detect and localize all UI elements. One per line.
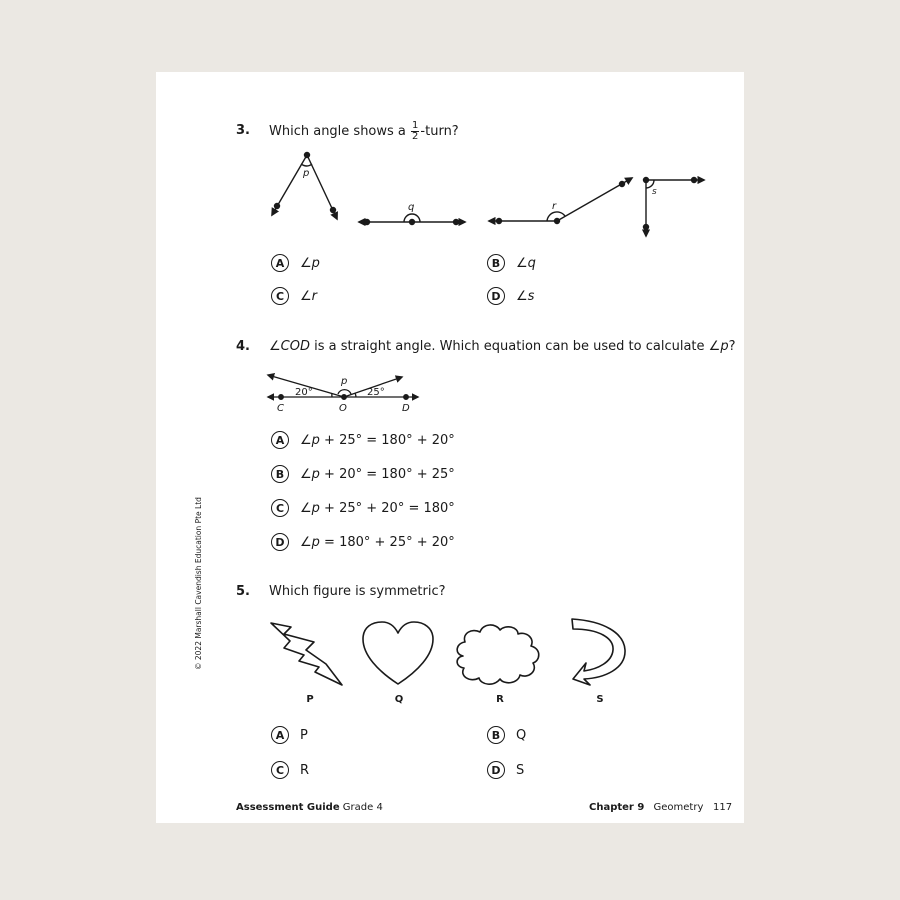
footer-grade: Grade 4 [339, 802, 383, 813]
footer-guide-title: Assessment Guide [236, 802, 340, 813]
option-letter-circle[interactable]: D [487, 761, 505, 779]
option-equation: = 180° + 25° + 20° [319, 534, 455, 550]
option-value: S [516, 762, 525, 778]
angle-label-q: q [408, 202, 415, 213]
question-3-option-a[interactable] [271, 254, 320, 272]
angle-symbol: ∠ [300, 500, 312, 516]
angle-name-cod: COD [280, 339, 310, 354]
option-value: q [527, 255, 536, 271]
question-3-text-before: Which angle shows a [269, 124, 406, 139]
option-value: Q [516, 727, 527, 743]
question-4-text [269, 339, 735, 354]
angle-q-figure [359, 214, 465, 225]
option-value: p [311, 255, 320, 271]
figure-label-q: Q [394, 694, 404, 705]
half-fraction [411, 121, 419, 142]
fraction-numerator: 1 [412, 120, 419, 131]
question-5-option-c[interactable] [271, 761, 309, 779]
option-letter-circle[interactable]: B [271, 465, 289, 483]
option-var: p [311, 500, 320, 516]
heart-shape [363, 622, 433, 684]
option-letter-circle[interactable]: B [487, 726, 505, 744]
figure-label-p: P [306, 694, 314, 705]
question-4-text-body: is a straight angle. Which equation can be used to calculate [309, 339, 709, 354]
option-var: p [311, 466, 320, 482]
option-var: p [311, 432, 320, 448]
point-o-label: O [339, 403, 347, 414]
option-letter-circle[interactable]: B [487, 254, 505, 272]
option-value: r [311, 288, 318, 304]
question-5-option-a[interactable] [271, 726, 308, 744]
footer-chapter [589, 802, 703, 813]
angle-symbol: ∠ [300, 288, 312, 304]
angle-label-r: r [552, 201, 557, 212]
angle-25-label: 25° [367, 387, 385, 398]
figure-label-s: S [596, 694, 604, 705]
question-4-option-c[interactable] [271, 499, 455, 517]
angle-p-label: p [341, 376, 348, 387]
question-4-option-b[interactable] [271, 465, 455, 483]
angle-symbol: ∠ [516, 255, 528, 271]
question-4-option-a[interactable] [271, 431, 455, 449]
point-d-label: D [402, 403, 410, 414]
angle-symbol: ∠ [300, 432, 312, 448]
angle-symbol: ∠ [300, 255, 312, 271]
cloud-shape [457, 625, 539, 684]
option-value: s [527, 288, 535, 304]
question-5-text: Which figure is symmetric? [269, 584, 446, 599]
option-letter-circle[interactable]: D [271, 533, 289, 551]
angle-label-p: p [303, 168, 310, 179]
option-letter-circle[interactable]: D [487, 287, 505, 305]
footer-chapter-number: Chapter 9 [589, 802, 645, 813]
angle-r-figure [489, 178, 632, 224]
curved-arrow-shape [572, 619, 625, 685]
question-3-text-after: -turn? [420, 124, 459, 139]
worksheet-page [156, 72, 744, 823]
question-3-option-b[interactable] [487, 254, 536, 272]
option-value: P [300, 727, 308, 743]
question-5-number: 5. [236, 584, 250, 599]
fraction-denominator: 2 [412, 131, 419, 142]
angle-symbol: ∠ [300, 534, 312, 550]
angle-p-figure [272, 153, 337, 220]
option-letter-circle[interactable]: A [271, 254, 289, 272]
question-4-option-d[interactable] [271, 533, 455, 551]
option-letter-circle[interactable]: C [271, 287, 289, 305]
question-5-option-b[interactable] [487, 726, 526, 744]
lightning-bolt-shape [271, 623, 342, 685]
option-var: p [311, 534, 320, 550]
angle-symbol: ∠ [300, 466, 312, 482]
option-equation: + 20° = 180° + 25° [319, 466, 455, 482]
option-letter-circle[interactable]: C [271, 761, 289, 779]
question-3-text [269, 121, 459, 142]
angle-label-s: s [652, 187, 657, 197]
question-3-number: 3. [236, 123, 250, 138]
option-equation: + 25° + 20° = 180° [319, 500, 455, 516]
footer-guide [236, 802, 383, 813]
footer-topic: Geometry [653, 802, 704, 813]
point-c-label: C [277, 403, 284, 414]
question-3-option-c[interactable] [271, 287, 317, 305]
question-4-number: 4. [236, 339, 250, 354]
copyright-notice: © 2022 Marshall Cavendish Education Pte Ltd [194, 497, 203, 670]
option-letter-circle[interactable]: C [271, 499, 289, 517]
page-number: 117 [713, 802, 733, 813]
question-3-option-d[interactable] [487, 287, 534, 305]
option-equation: + 25° = 180° + 20° [319, 432, 455, 448]
angle-symbol: ∠ [516, 288, 528, 304]
angle-symbol: ∠ [269, 339, 281, 354]
angle-20-label: 20° [295, 387, 313, 398]
question-3-angle-figures [156, 147, 744, 247]
figure-label-r: R [496, 694, 504, 705]
option-letter-circle[interactable]: A [271, 431, 289, 449]
angle-name-p: p [720, 339, 729, 354]
question-4-straight-angle-figure [156, 372, 744, 422]
question-4-punct: ? [728, 339, 736, 354]
option-value: R [300, 762, 310, 778]
option-letter-circle[interactable]: A [271, 726, 289, 744]
question-5-option-d[interactable] [487, 761, 524, 779]
question-5-shape-figures [156, 617, 744, 697]
angle-symbol: ∠ [708, 339, 721, 354]
